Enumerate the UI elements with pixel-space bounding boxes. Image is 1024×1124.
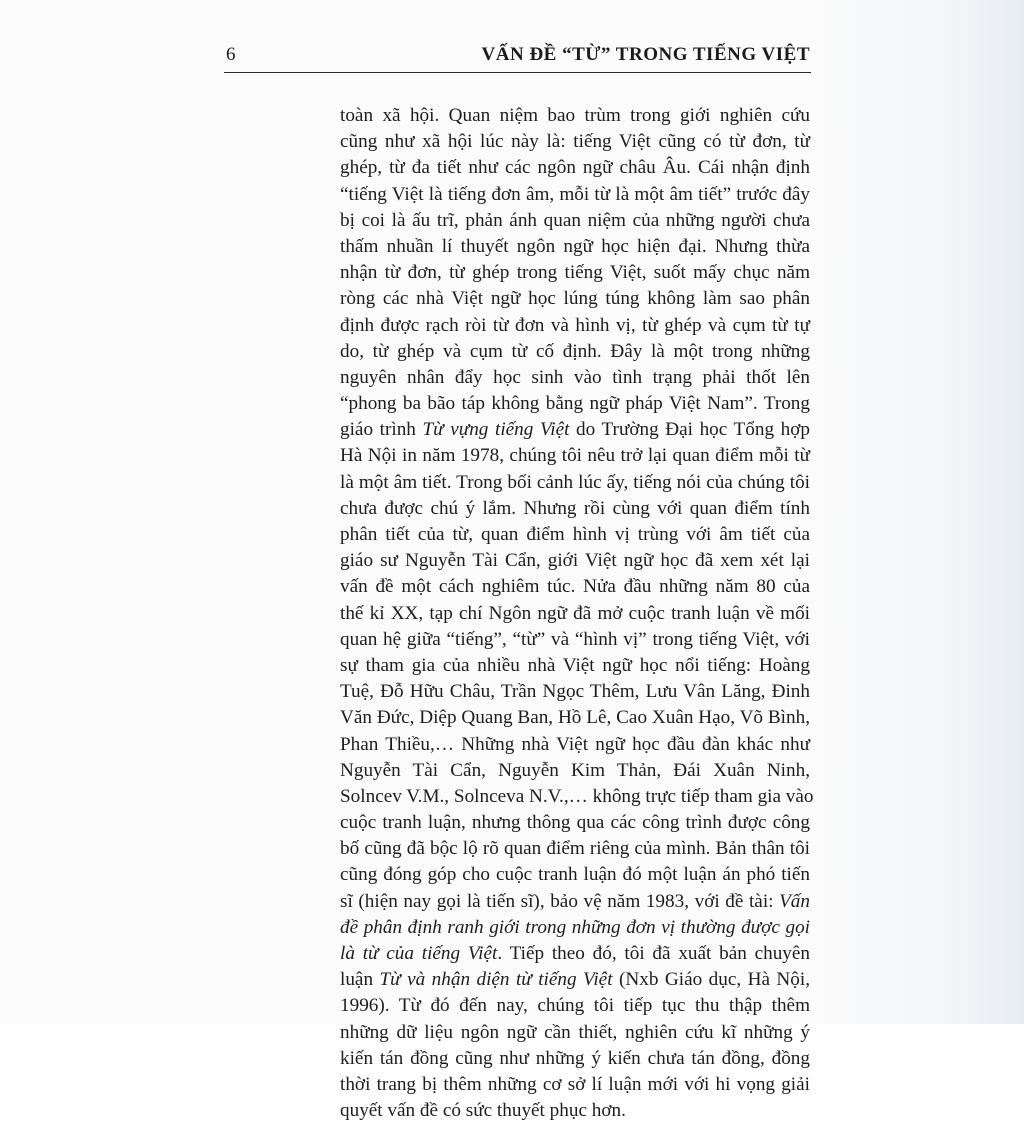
text-line: quyết vấn đề có sức thuyết phục hơn. [340,1100,626,1122]
text-segment: do Trường Đại học Tổng hợp [569,419,810,441]
text-line: thế kỉ XX, tạp chí Ngôn ngữ đã mở cuộc tranh luận về mối [340,602,810,624]
header-rule [224,72,811,73]
text-line: cũng như xã hội lúc này là: tiếng Việt cũng có từ đơn, từ [340,131,810,153]
text-line: sự tham gia của nhiều nhà Việt ngữ học nổi tiếng: Hoàng [340,654,810,676]
body-text [340,103,814,1124]
thesis-title-italic: Vấn [779,890,810,912]
text-line: Solncev V.M., Solnceva N.V.,… không trực tiếp tham gia vào [340,785,814,807]
text-line: Hà Nội in năm 1978, chúng tôi nêu trở lại quan điểm mỗi từ [340,445,810,467]
text-segment: sĩ (hiện nay gọi là tiến sĩ), bảo vệ năm 1983, với đề tài: [340,890,780,912]
text-line: “tiếng Việt là tiếng đơn âm, mỗi từ là một âm tiết” trước đây [340,183,810,205]
text-segment: luận [340,969,380,991]
text-line: thấm nhuần lí thuyết ngôn ngữ học hiện đại. Nhưng thừa [340,235,810,257]
text-line: Phan Thiều,… Những nhà Việt ngữ học đầu đàn khác như [340,733,810,755]
text-line: những dữ liệu ngôn ngữ cần thiết, nghiên cứu kĩ những ý [340,1021,810,1043]
thesis-title-italic: đề phân định ranh giới trong những đơn vị thường được gọi [340,916,810,938]
text-line: quan hệ giữa “tiếng”, “từ” và “hình vị” trong tiếng Việt, với [340,628,810,650]
text-line: phân tiết của từ, quan điểm hình vị trùng với âm tiết của [340,524,810,545]
text-line: giáo sư Nguyễn Tài Cẩn, giới Việt ngữ học đã xem xét lại [340,550,810,572]
text-line [340,915,810,941]
text-line [340,967,810,993]
text-line: nhận từ đơn, từ ghép trong tiếng Việt, suốt mấy chục năm [340,262,810,284]
text-segment: (Nxb Giáo dục, Hà Nội, [612,969,810,991]
text-line [340,941,810,967]
text-line: chưa được chú ý lắm. Nhưng rồi cùng với quan điểm tính [340,497,810,519]
page-number: 6 [226,44,236,65]
text-line: định được rạch ròi từ đơn và hình vị, từ ghép và cụm từ tự [340,314,810,336]
text-line: Nguyễn Tài Cẩn, Nguyễn Kim Thản, Đái Xuân Ninh, [340,759,810,781]
text-line: Tuệ, Đỗ Hữu Châu, Trần Ngọc Thêm, Lưu Vân Lăng, Đinh [340,681,810,703]
text-line: bị coi là ấu trĩ, phản ánh quan niệm của những người chưa [340,209,810,231]
text-line: là một âm tiết. Trong bối cảnh lúc ấy, tiếng nói của chúng tôi [340,471,810,493]
text-line: ghép, từ đa tiết như các ngôn ngữ châu Âu. Cái nhận định [340,157,810,179]
text-line: ròng các nhà Việt ngữ học lúng túng không làm sao phân [340,288,810,310]
text-line: cuộc tranh luận, nhưng thông qua các công trình được công [340,812,810,834]
text-line: kiến tán đồng cũng như những ý kiến chưa tán đồng, đồng [340,1047,810,1069]
text-line: Văn Đức, Diệp Quang Ban, Hồ Lê, Cao Xuân Hạo, Võ Bình, [340,707,810,729]
page-edge-shadow [814,0,1024,1024]
book-title-italic: Từ vựng tiếng Việt [422,419,570,441]
thesis-title-italic: là từ của tiếng Việt [340,943,498,964]
book-title-italic: Từ và nhận diện từ tiếng Việt [379,969,613,991]
text-line [340,889,810,915]
text-line: 1996). Từ đó đến nay, chúng tôi tiếp tục thu thập thêm [340,995,810,1017]
running-title: VẤN ĐỀ “TỪ” TRONG TIẾNG VIỆT [481,44,810,65]
text-line: nguyên nhân đẩy học sinh vào tình trạng phải thốt lên [340,366,810,388]
text-line: vấn đề một cách nghiêm túc. Nửa đầu những năm 80 của [340,576,810,598]
text-line: thời trang bị thêm những cơ sở lí luận mới với hi vọng giải [340,1073,810,1095]
text-line: “phong ba bão táp không bằng ngữ pháp Việt Nam”. Trong [340,393,810,415]
text-line [340,417,810,443]
text-line: cũng đóng góp cho cuộc tranh luận đó một luận án phó tiến [340,864,810,886]
text-segment: giáo trình [340,419,423,441]
text-line: toàn xã hội. Quan niệm bao trùm trong giới nghiên cứu [340,105,810,126]
text-line: bố cũng đã bộc lộ rõ quan điểm riêng của mình. Bản thân tôi [340,838,810,860]
text-segment: . Tiếp theo đó, tôi đã xuất bản chuyên [497,943,811,964]
text-line: do, từ ghép và cụm từ cố định. Đây là một trong những [340,340,810,362]
